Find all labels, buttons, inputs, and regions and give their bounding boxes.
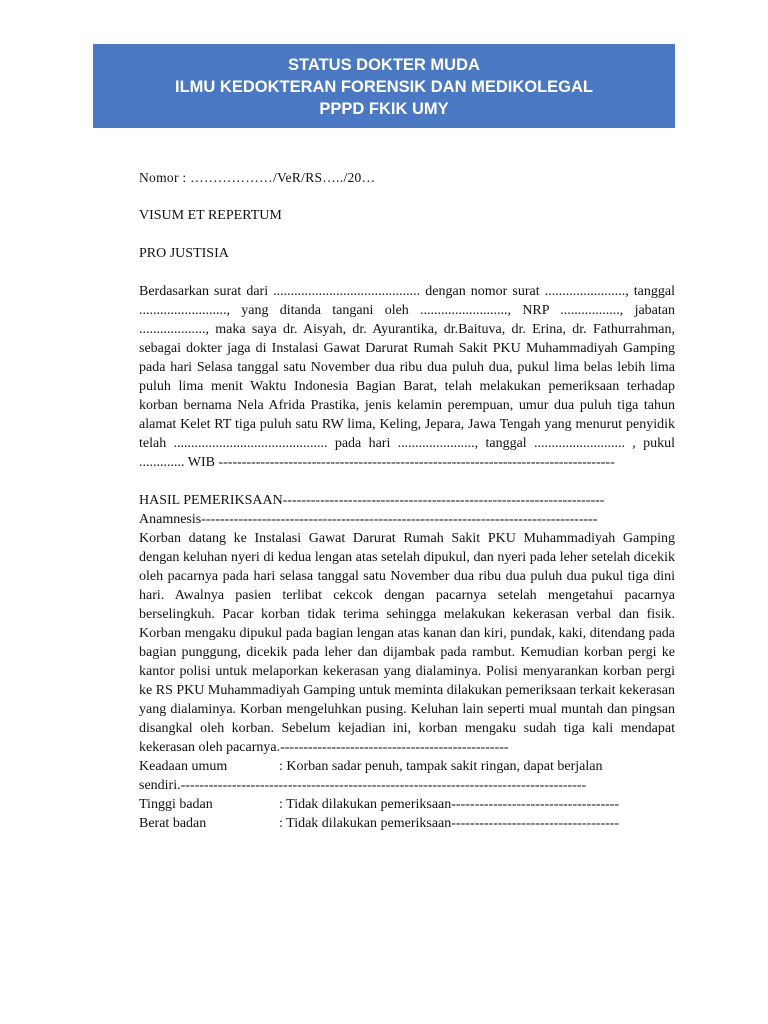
header-title-line-1: STATUS DOKTER MUDA <box>288 56 480 74</box>
document-title: VISUM ET REPERTUM <box>139 208 282 223</box>
keadaan-umum-label: Keadaan umum <box>139 759 228 774</box>
anamnesis-paragraph: Korban datang ke Instalasi Gawat Darurat Rumah Sakit PKU Muhammadiyah Gamping dengan keluhan nyeri di kedua lengan atas setelah dipukul, dan nyeri pada leher setelah dicekik oleh pacarnya pada hari selasa tanggal satu November dua ribu dua puluh dua pukul tiga dini hari. Awalnya pasien terlibat cekcok dengan pacarnya setelah mengetahui pacarnya berselingkuh. Pacar korban tidak terima sehingga melakukan kekerasan verbal dan fisik. Korban mengaku dipukul pada bagian lengan atas kanan dan kiri, pundak, kaki, ditendang pada bagian punggung, dicekik pada leher dan dijambak pada rambut. Kemudian korban pergi ke kantor polisi untuk melaporkan kekerasan yang dialaminya. Polisi menyarankan korban pergi ke RS PKU Muhammadiyah Gamping untuk meminta dilakukan pemeriksaan terkait kekerasan yang dialaminya. Korban mengeluhkan pusing. Keluhan lain seperti mual muntah dan pingsan disangkal oleh korban. Sebelum kejadian ini, korban mengaku sudah tiga kali mendapat kekerasan oleh pacarnya.------------------------------------------------- <box>139 531 675 755</box>
berat-badan-label: Berat badan <box>139 816 207 831</box>
berat-badan-value: : Tidak dilakukan pemeriksaan------------------------------------ <box>279 816 620 831</box>
keadaan-umum-value: : Korban sadar penuh, tampak sakit ringan, dapat berjalan <box>279 759 603 774</box>
nomor-line: Nomor : ………………/VeR/RS…../20… <box>139 170 376 185</box>
keadaan-umum-row <box>139 757 675 776</box>
document-body <box>139 168 675 833</box>
header-title-line-3: PPPD FKIK UMY <box>319 100 449 118</box>
keadaan-umum-continuation: sendiri.--------------------------------------------------------------------------------------- <box>139 778 587 793</box>
tinggi-badan-value: : Tidak dilakukan pemeriksaan------------------------------------ <box>279 797 620 812</box>
hasil-pemeriksaan-heading: HASIL PEMERIKSAAN--------------------------------------------------------------------- <box>139 493 605 508</box>
tinggi-badan-label: Tinggi badan <box>139 797 213 812</box>
intro-paragraph: Berdasarkan surat dari .......................................... dengan nomor surat ......................., tanggal ........................., yang ditanda tangani oleh ........................., NRP ................., jabatan ..................., maka saya dr. Aisyah, dr. Ayurantika, dr.Baituva, dr. Erina, dr. Fathurrahman, sebagai dokter jaga di Instalasi Gawat Darurat Rumah Sakit PKU Muhammadiyah Gamping pada hari Selasa tanggal satu November dua ribu dua puluh dua, pukul lima belas lebih lima puluh lima menit Waktu Indonesia Bagian Barat, telah melakukan pemeriksaan terhadap korban bernama Nela Afrida Prastika, jenis kelamin perempuan, umur dua puluh tiga tahun alamat Kelet RT tiga puluh satu RW lima, Keling, Jepara, Jawa Tengah yang menurut penyidik telah ............................................ pada hari ......................, tanggal .......................... , pukul ............. WIB ------------------------------------------------------------------------------------- <box>139 284 675 470</box>
pro-justisia: PRO JUSTISIA <box>139 246 229 261</box>
anamnesis-heading: Anamnesis------------------------------------------------------------------------------------- <box>139 512 598 527</box>
tinggi-badan-row <box>139 795 675 814</box>
header-title-line-2: ILMU KEDOKTERAN FORENSIK DAN MEDIKOLEGAL <box>175 78 593 96</box>
header-banner <box>93 44 675 128</box>
berat-badan-row <box>139 814 675 833</box>
